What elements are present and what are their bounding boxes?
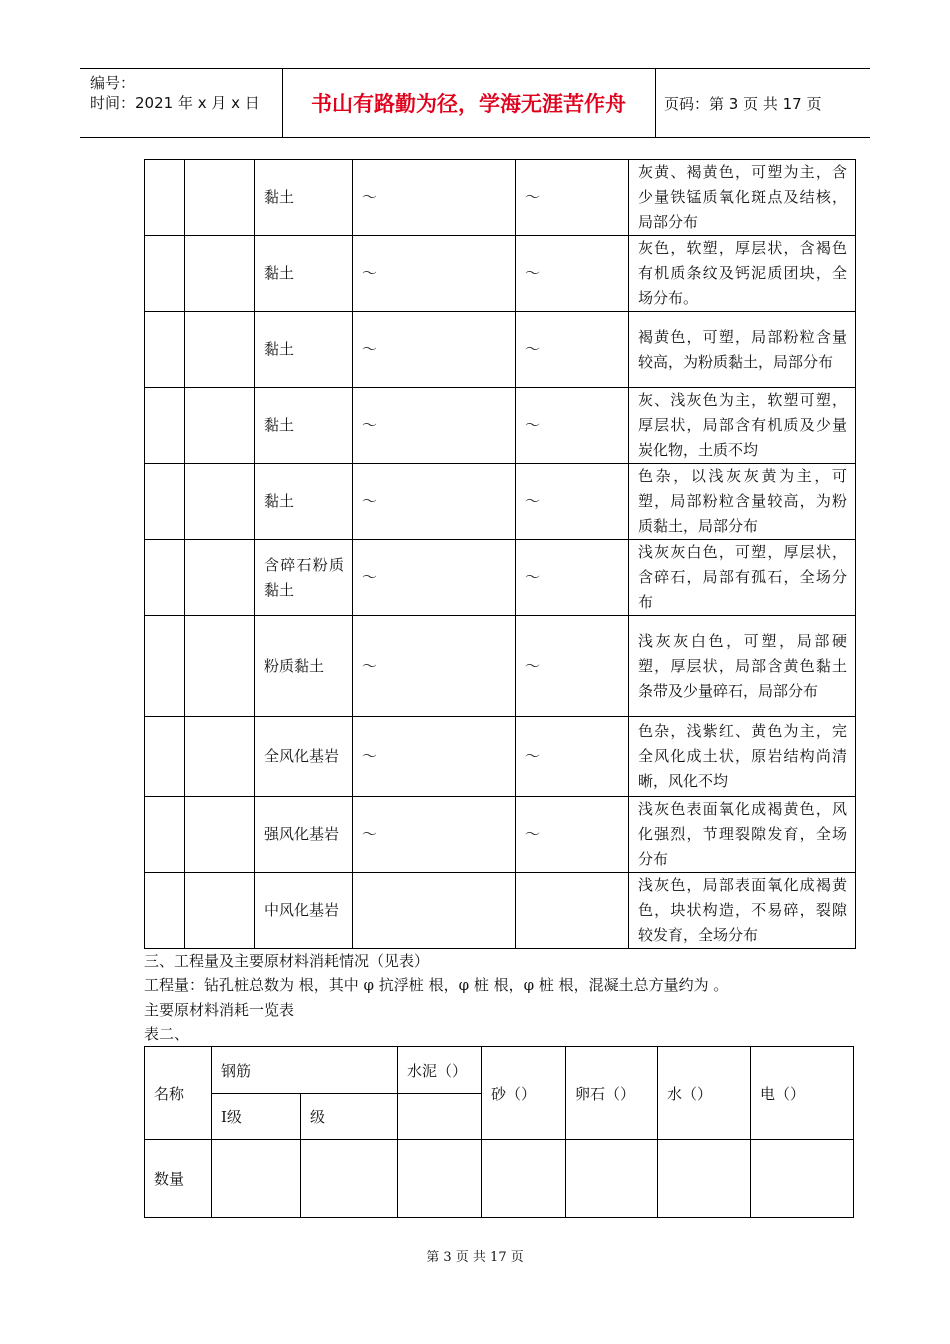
table-title: 主要原材料消耗一览表	[144, 1001, 295, 1019]
thickness-cell: ～	[516, 717, 629, 797]
soil-name-cell: 含碎石粉质黏土	[255, 540, 353, 616]
thickness-cell: ～	[516, 388, 629, 464]
description-cell: 灰、浅灰色为主，软塑可塑，厚层状，局部含有机质及少量炭化物，土质不均	[629, 388, 856, 464]
layer-code-cell	[185, 388, 255, 464]
table-label: 表二、	[144, 1025, 190, 1043]
time-label: 时间：2021 年 x 月 x 日	[90, 94, 260, 112]
header-divider	[655, 69, 656, 137]
soil-name-cell: 黏土	[255, 464, 353, 540]
layer-no-cell	[145, 236, 185, 312]
soil-name-cell: 中风化基岩	[255, 873, 353, 949]
header-page-info: 页码：第 3 页 共 17 页	[664, 95, 822, 113]
description-cell: 浅灰色表面氧化成褐黄色，风化强烈，节理裂隙发育，全场分布	[629, 797, 856, 873]
description-cell: 色杂，以浅灰灰黄为主，可塑，局部粉粒含量较高，为粉质黏土，局部分布	[629, 464, 856, 540]
quantity-cell	[658, 1140, 751, 1218]
number-label: 编号：	[90, 74, 136, 92]
soil-row	[145, 616, 856, 717]
soil-row	[145, 312, 856, 388]
soil-row	[145, 540, 856, 616]
quantity-cell	[482, 1140, 566, 1218]
depth-from-cell: ～	[353, 717, 516, 797]
quantity-line: 工程量：钻孔桩总数为 根，其中 φ 抗浮桩 根，φ 桩 根，φ 桩 根，混凝土总方量约为 。	[144, 976, 729, 994]
thickness-cell: ～	[516, 160, 629, 236]
thickness-cell: ～	[516, 312, 629, 388]
description-cell: 浅灰灰白色，可塑，局部硬塑，厚层状，局部含黄色黏土条带及少量碎石，局部分布	[629, 616, 856, 717]
description-cell: 灰色，软塑，厚层状，含褐色有机质条纹及钙泥质团块，全场分布。	[629, 236, 856, 312]
name-header: 名称	[145, 1047, 212, 1140]
depth-from-cell	[353, 873, 516, 949]
electric-header: 电（）	[751, 1047, 854, 1140]
quantity-label: 数量	[145, 1140, 212, 1218]
soil-name-cell: 黏土	[255, 236, 353, 312]
page-header	[80, 68, 870, 138]
soil-row	[145, 160, 856, 236]
rebar-grade1-header: Ⅰ级	[212, 1094, 301, 1140]
depth-from-cell: ～	[353, 464, 516, 540]
description-cell: 灰黄、褐黄色，可塑为主，含少量铁锰质氧化斑点及结核，局部分布	[629, 160, 856, 236]
soil-row	[145, 797, 856, 873]
layer-no-cell	[145, 388, 185, 464]
layer-code-cell	[185, 540, 255, 616]
soil-layer-table	[144, 159, 856, 949]
layer-no-cell	[145, 797, 185, 873]
pebble-header: 卵石（）	[566, 1047, 658, 1140]
thickness-cell: ～	[516, 464, 629, 540]
depth-from-cell: ～	[353, 540, 516, 616]
thickness-cell: ～	[516, 540, 629, 616]
header-motto: 书山有路勤为径，学海无涯苦作舟	[311, 92, 626, 116]
layer-code-cell	[185, 236, 255, 312]
layer-no-cell	[145, 464, 185, 540]
quantity-cell	[212, 1140, 301, 1218]
depth-from-cell: ～	[353, 616, 516, 717]
soil-name-cell: 黏土	[255, 388, 353, 464]
layer-code-cell	[185, 717, 255, 797]
description-cell: 色杂，浅紫红、黄色为主，完全风化成土状，原岩结构尚清晰，风化不均	[629, 717, 856, 797]
layer-code-cell	[185, 464, 255, 540]
depth-from-cell: ～	[353, 160, 516, 236]
header-meta	[90, 73, 260, 113]
page-footer: 第 3 页 共 17 页	[426, 1250, 524, 1265]
soil-name-cell: 强风化基岩	[255, 797, 353, 873]
description-cell: 褐黄色，可塑，局部粉粒含量较高，为粉质黏土，局部分布	[629, 312, 856, 388]
soil-row	[145, 873, 856, 949]
layer-no-cell	[145, 160, 185, 236]
soil-row	[145, 236, 856, 312]
layer-no-cell	[145, 312, 185, 388]
soil-name-cell: 粉质黏土	[255, 616, 353, 717]
quantity-cell	[566, 1140, 658, 1218]
layer-code-cell	[185, 797, 255, 873]
cement-header: 水泥（）	[398, 1047, 482, 1094]
description-cell: 浅灰色，局部表面氧化成褐黄色，块状构造，不易碎，裂隙较发育，全场分布	[629, 873, 856, 949]
soil-name-cell: 黏土	[255, 312, 353, 388]
soil-name-cell: 全风化基岩	[255, 717, 353, 797]
rebar-grade2-header: 级	[301, 1094, 398, 1140]
soil-row	[145, 464, 856, 540]
layer-code-cell	[185, 616, 255, 717]
quantity-cell	[301, 1140, 398, 1218]
layer-code-cell	[185, 312, 255, 388]
layer-code-cell	[185, 160, 255, 236]
thickness-cell: ～	[516, 236, 629, 312]
section-heading: 三、工程量及主要原材料消耗情况（见表）	[144, 952, 430, 970]
rebar-header: 钢筋	[212, 1047, 398, 1094]
quantity-cell	[751, 1140, 854, 1218]
sand-header: 砂（）	[482, 1047, 566, 1140]
layer-code-cell	[185, 873, 255, 949]
layer-no-cell	[145, 717, 185, 797]
materials-table	[144, 1046, 854, 1218]
soil-row	[145, 717, 856, 797]
depth-from-cell: ～	[353, 797, 516, 873]
layer-no-cell	[145, 616, 185, 717]
thickness-cell	[516, 873, 629, 949]
thickness-cell: ～	[516, 797, 629, 873]
water-header: 水（）	[658, 1047, 751, 1140]
layer-no-cell	[145, 873, 185, 949]
depth-from-cell: ～	[353, 236, 516, 312]
cement-sub-cell	[398, 1094, 482, 1140]
layer-no-cell	[145, 540, 185, 616]
depth-from-cell: ～	[353, 388, 516, 464]
description-cell: 浅灰灰白色，可塑，厚层状，含碎石，局部有孤石，全场分布	[629, 540, 856, 616]
quantity-cell	[398, 1140, 482, 1218]
soil-row	[145, 388, 856, 464]
thickness-cell: ～	[516, 616, 629, 717]
depth-from-cell: ～	[353, 312, 516, 388]
soil-name-cell: 黏土	[255, 160, 353, 236]
